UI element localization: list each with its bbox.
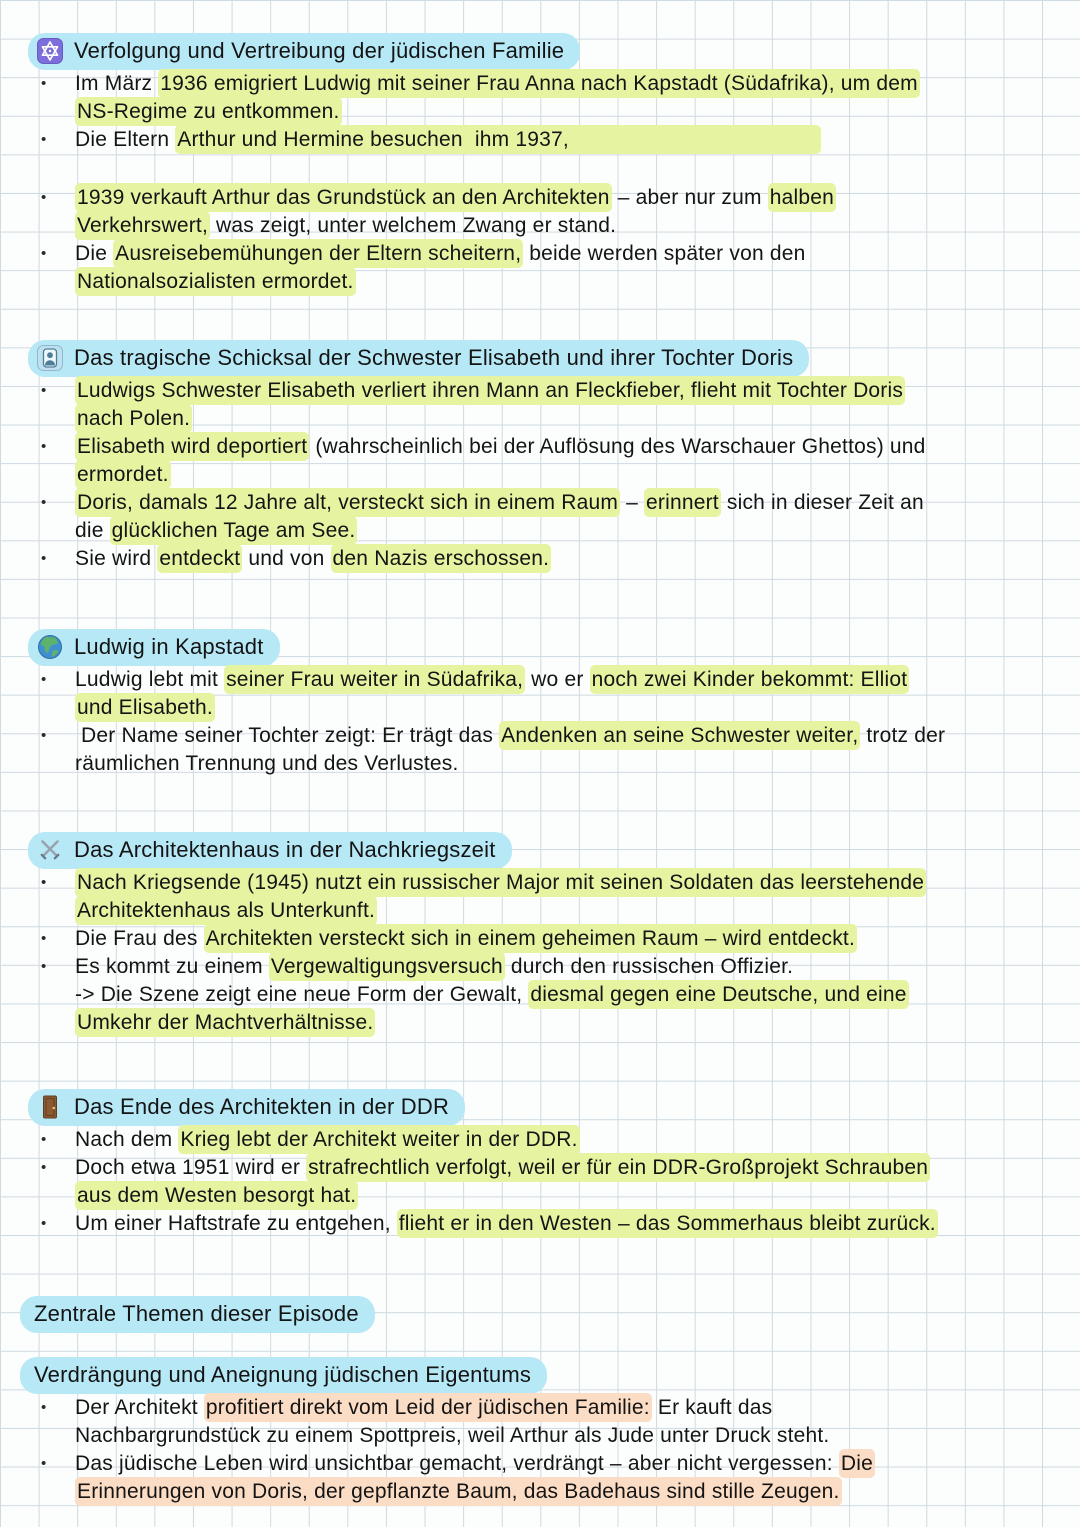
globe-icon <box>37 634 63 660</box>
highlighted-text: Umkehr der Machtverhältnisse. <box>75 1008 375 1037</box>
text-segment: was zeigt, unter welchem Zwang er stand. <box>209 214 617 237</box>
note-line <box>20 1394 1064 1422</box>
highlighted-text: nach Polen. <box>75 404 192 433</box>
highlighted-text: Elisabeth wird deportiert <box>75 432 309 461</box>
note-line <box>20 212 1064 240</box>
door-icon <box>37 1094 63 1120</box>
line-text <box>75 433 926 461</box>
note-line <box>20 517 1064 545</box>
highlighted-text: 1939 verkauft Arthur das Grundstück an den Architekten <box>75 183 612 212</box>
highlighted-text: Erinnerungen von Doris, der gepflanzte Baum, das Badehaus sind stille Zeugen. <box>75 1477 842 1506</box>
highlighted-text: 1936 emigriert Ludwig mit seiner Frau Anna nach Kapstadt (Südafrika), um dem <box>158 69 920 98</box>
text-segment: – aber nur zum <box>611 186 768 209</box>
line-text <box>75 1450 875 1478</box>
text-segment: die <box>75 519 110 542</box>
highlighted-text: Architekten versteckt sich in einem geheimen Raum – wird entdeckt. <box>204 924 857 953</box>
text-segment: Es kommt zu einem <box>75 955 269 978</box>
highlighted-text: seiner Frau weiter in Südafrika, <box>224 665 525 694</box>
bullet-marker: • <box>41 958 47 975</box>
text-segment: -> Die Szene zeigt eine neue Form der Gewalt, <box>75 983 529 1006</box>
note-line <box>20 433 1064 461</box>
text-segment: Ludwig lebt mit <box>75 668 225 691</box>
section-header <box>28 832 512 869</box>
note-line <box>20 981 1064 1009</box>
line-text <box>75 461 171 489</box>
highlighted-text: den Nazis erschossen. <box>331 544 552 573</box>
text-segment: räumlichen Trennung und des Verlustes. <box>75 752 459 775</box>
line-text <box>75 184 836 212</box>
line-text <box>75 377 905 405</box>
section-header <box>20 1296 375 1333</box>
section-title: Verdrängung und Aneignung jüdischen Eigentums <box>34 1362 532 1387</box>
highlighted-text: flieht er in den Westen – das Sommerhaus bleibt zurück. <box>397 1209 938 1238</box>
bullet-marker: • <box>41 727 47 744</box>
line-text <box>75 981 909 1009</box>
highlighted-text: strafrechtlich verfolgt, weil er für ein DDR-Großprojekt Schrauben <box>306 1153 930 1182</box>
note-line <box>20 545 1064 573</box>
bullet-marker: • <box>41 438 47 455</box>
line-text <box>75 545 551 573</box>
text-segment: und von <box>242 547 331 570</box>
bullet-marker: • <box>41 1159 47 1176</box>
note-line <box>20 126 1064 154</box>
text-segment: sich in dieser Zeit an <box>720 491 924 514</box>
note-section <box>20 1089 1064 1238</box>
section-header <box>28 340 809 377</box>
section-title: Verfolgung und Vertreibung der jüdischen Familie <box>74 38 565 63</box>
line-text <box>75 694 215 722</box>
note-line <box>20 1126 1064 1154</box>
line-text <box>75 1009 375 1037</box>
text-segment: Nachbargrundstück zu einem Spottpreis, weil Arthur als Jude unter Druck steht. <box>75 1424 830 1447</box>
highlighted-text: Vergewaltigungsversuch <box>269 952 505 981</box>
note-section <box>20 1357 1064 1506</box>
highlighted-text: noch zwei Kinder bekommt: Elliot <box>590 665 910 694</box>
note-section <box>20 832 1064 1037</box>
line-text <box>75 953 793 981</box>
highlighted-text: Krieg lebt der Architekt weiter in der DDR. <box>178 1125 579 1154</box>
note-section <box>20 33 1064 296</box>
bullet-marker: • <box>41 131 47 148</box>
note-line <box>20 722 1064 750</box>
text-segment: Die <box>75 242 114 265</box>
bullet-marker: • <box>41 550 47 567</box>
highlighted-text: Die <box>839 1449 875 1478</box>
note-line <box>20 750 1064 778</box>
highlighted-text: Nationalsozialisten ermordet. <box>75 267 356 296</box>
section-header <box>20 1357 547 1394</box>
line-text <box>75 268 356 296</box>
line-text <box>75 722 945 750</box>
text-segment: Die Frau des <box>75 927 204 950</box>
note-line <box>20 897 1064 925</box>
highlighted-text: halben <box>768 183 836 212</box>
line-text <box>75 666 909 694</box>
line-text <box>75 925 857 953</box>
note-line <box>20 1210 1064 1238</box>
note-line <box>20 240 1064 268</box>
text-segment: Das jüdische Leben wird unsichtbar gemacht, verdrängt – aber nicht vergessen: <box>75 1452 839 1475</box>
section-title: Das tragische Schicksal der Schwester Elisabeth und ihrer Tochter Doris <box>74 345 794 370</box>
text-segment: Der Name seiner Tochter zeigt: Er trägt das <box>75 724 500 747</box>
line-text <box>75 489 924 517</box>
highlighted-text: aus dem Westen besorgt hat. <box>75 1181 358 1210</box>
highlighted-text: diesmal gegen eine Deutsche, und eine <box>528 980 908 1009</box>
bullet-marker: • <box>41 382 47 399</box>
highlighted-text: Architektenhaus als Unterkunft. <box>75 896 377 925</box>
note-line <box>20 694 1064 722</box>
text-segment: wo er <box>525 668 590 691</box>
bullet-marker: • <box>41 671 47 688</box>
text-segment: – <box>620 491 645 514</box>
text-segment: (wahrscheinlich bei der Auflösung des Warschauer Ghettos) und <box>309 435 926 458</box>
star-of-david-icon <box>37 38 63 64</box>
crossed-swords-icon <box>37 837 63 863</box>
section-title: Das Architektenhaus in der Nachkriegszeit <box>74 837 496 862</box>
line-text <box>75 70 920 98</box>
highlighted-text: Doris, damals 12 Jahre alt, versteckt sich in einem Raum <box>75 488 620 517</box>
line-text <box>75 1154 930 1182</box>
bullet-marker: • <box>41 1455 47 1472</box>
section-header <box>28 1089 465 1126</box>
bullet-marker: • <box>41 245 47 262</box>
note-line <box>20 70 1064 98</box>
note-line <box>20 461 1064 489</box>
highlighted-text: Ludwigs Schwester Elisabeth verliert ihren Mann an Fleckfieber, flieht mit Tochter Doris <box>75 376 905 405</box>
highlighted-text: NS-Regime zu entkommen. <box>75 97 342 126</box>
text-segment: Nach dem <box>75 1128 179 1151</box>
note-line <box>20 666 1064 694</box>
note-line <box>20 1182 1064 1210</box>
line-text <box>75 405 192 433</box>
highlighted-text: ermordet. <box>75 460 171 489</box>
note-line <box>20 869 1064 897</box>
text-segment: Der Architekt <box>75 1396 204 1419</box>
highlighted-text: glücklichen Tage am See. <box>110 516 358 545</box>
bullet-marker: • <box>41 189 47 206</box>
text-segment: Sie wird <box>75 547 158 570</box>
text-segment: beide werden später von den <box>523 242 806 265</box>
note-line <box>20 925 1064 953</box>
highlighted-text: entdeckt <box>157 544 242 573</box>
bullet-marker: • <box>41 1215 47 1232</box>
highlighted-text: Andenken an seine Schwester weiter, <box>499 721 860 750</box>
line-text <box>75 1182 358 1210</box>
bullet-marker: • <box>41 1399 47 1416</box>
note-line <box>20 1450 1064 1478</box>
line-text <box>75 1394 772 1422</box>
highlighted-text: profitiert direkt vom Leid der jüdischen Familie: <box>204 1393 652 1422</box>
line-text <box>75 869 926 897</box>
bullet-marker: • <box>41 1131 47 1148</box>
note-section <box>20 1296 1064 1333</box>
highlighted-text: und Elisabeth. <box>75 693 215 722</box>
note-line <box>20 1422 1064 1450</box>
line-text <box>75 240 806 268</box>
section-header <box>28 33 580 70</box>
line-text <box>75 212 616 240</box>
line-text <box>75 897 377 925</box>
bullet-marker: • <box>41 874 47 891</box>
note-line <box>20 268 1064 296</box>
section-title: Zentrale Themen dieser Episode <box>34 1301 359 1326</box>
bullet-marker: • <box>41 930 47 947</box>
line-text <box>75 517 357 545</box>
line-text <box>75 1210 938 1238</box>
bullet-marker: • <box>41 494 47 511</box>
section-title: Ludwig in Kapstadt <box>74 634 264 659</box>
highlighted-text: erinnert <box>644 488 721 517</box>
text-segment: Im März <box>75 72 159 95</box>
bullet-marker: • <box>41 75 47 92</box>
text-segment: Doch etwa 1951 wird er <box>75 1156 307 1179</box>
line-text <box>75 1478 842 1506</box>
highlighted-text: Verkehrswert, <box>75 211 210 240</box>
note-line <box>20 377 1064 405</box>
note-line <box>20 953 1064 981</box>
highlighted-text: Nach Kriegsende (1945) nutzt ein russischer Major mit seinen Soldaten das leerstehende <box>75 868 926 897</box>
note-line <box>20 1154 1064 1182</box>
line-text <box>75 98 342 126</box>
person-booth-icon <box>37 345 63 371</box>
text-segment: Er kauft das <box>651 1396 773 1419</box>
line-text <box>75 1422 829 1450</box>
line-text <box>75 750 459 778</box>
highlighted-text: Ausreisebemühungen der Eltern scheitern, <box>113 239 523 268</box>
note-section <box>20 629 1064 778</box>
note-line <box>20 489 1064 517</box>
text-segment: Um einer Haftstrafe zu entgehen, <box>75 1212 397 1235</box>
line-text <box>75 126 821 154</box>
note-line <box>20 405 1064 433</box>
text-segment: durch den russischen Offizier. <box>504 955 794 978</box>
text-segment: Die Eltern <box>75 128 176 151</box>
note-line <box>20 1478 1064 1506</box>
note-section <box>20 340 1064 573</box>
section-title: Das Ende des Architekten in der DDR <box>74 1094 450 1119</box>
note-line <box>20 98 1064 126</box>
section-header <box>28 629 280 666</box>
note-line <box>20 184 1064 212</box>
text-segment: trotz der <box>860 724 946 747</box>
highlighted-text: Arthur und Hermine besuchen ihm 1937, <box>175 125 821 154</box>
note-line <box>20 1009 1064 1037</box>
line-text <box>75 1126 580 1154</box>
